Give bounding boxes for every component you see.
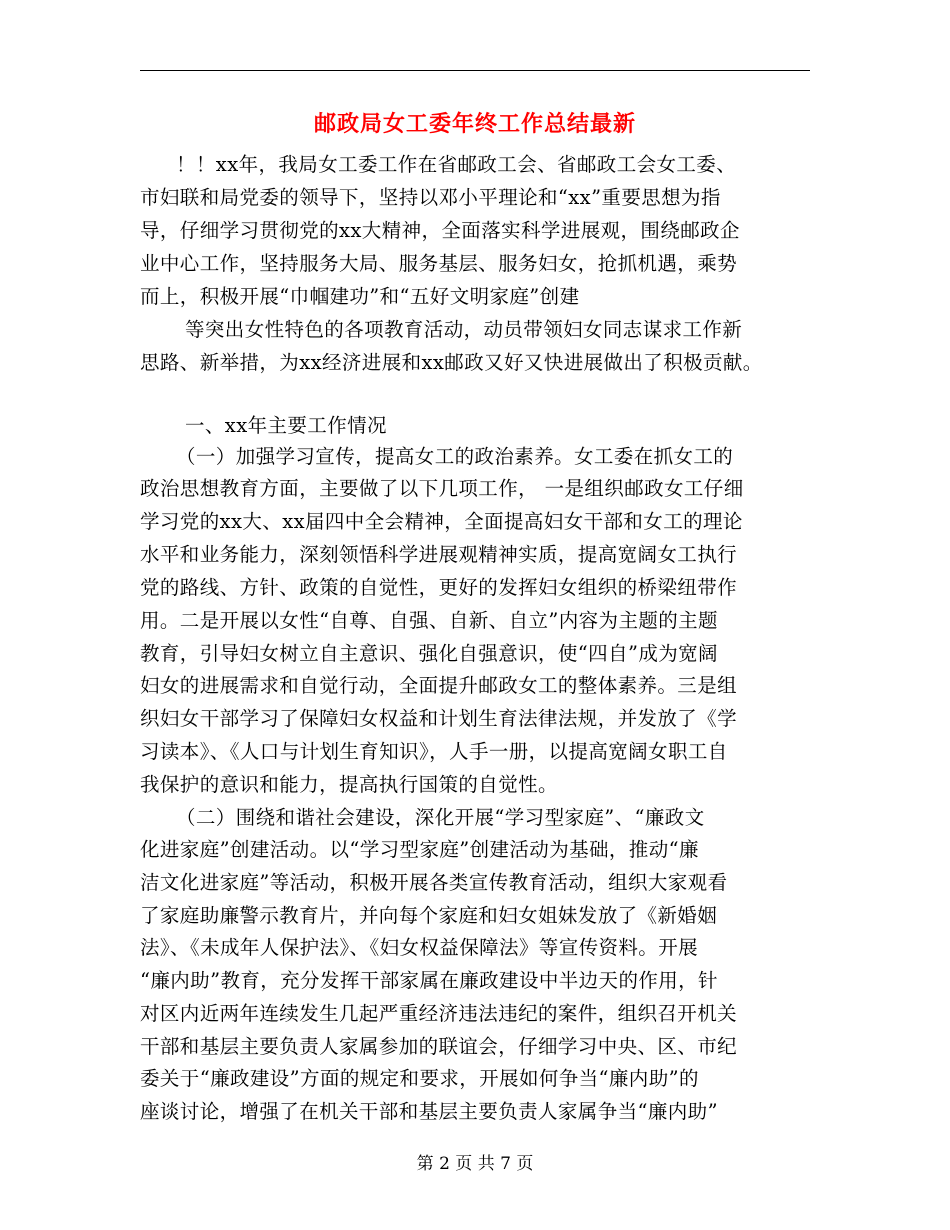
body-line: 业中心工作，坚持服务大局、服务基层、服务妇女，抢抓机遇，乘势 xyxy=(140,252,738,275)
body-line: 我保护的意识和能力，提高执行国策的自觉性。 xyxy=(140,773,558,796)
body-line: 思路、新举措，为xx经济进展和xx邮政又好又快进展做出了积极贡献。 xyxy=(140,351,763,374)
body-line: 法》、《未成年人保护法》、《妇女权益保障法》等宣传资料。开展 xyxy=(140,936,699,959)
body-line: 织妇女干部学习了保障妇女权益和计划生育法律法规，并发放了《学 xyxy=(140,707,738,730)
body-line: 政治思想教育方面，主要做了以下几项工作， 一是组织邮政女工仔细 xyxy=(140,477,744,500)
body-line: 委关于“廉政建设”方面的规定和要求，开展如何争当“廉内助”的 xyxy=(140,1067,699,1090)
body-line: 而上，积极开展“巾帼建功”和“五好文明家庭”创建 xyxy=(140,285,580,308)
body-line: 座谈讨论，增强了在机关干部和基层主要负责人家属争当“廉内助” xyxy=(140,1100,718,1123)
body-line: 习读本》、《人口与计划生育知识》，人手一册，以提高宽阔女职工自 xyxy=(140,740,728,763)
body-line: （一）加强学习宣传，提高女工的政治素养。女工委在抓女工的 xyxy=(176,445,734,468)
page-number-footer: 第 2 页 共 7 页 xyxy=(416,1154,534,1174)
body-line: 洁文化进家庭”等活动，积极开展各类宣传教育活动，组织大家观看 xyxy=(140,871,728,894)
body-line: 对区内近两年连续发生几起严重经济违法违纪的案件，组织召开机关 xyxy=(140,1002,738,1025)
body-line: 学习党的xx大、xx届四中全会精神，全面提高妇女干部和女工的理论 xyxy=(140,510,743,533)
body-line: 市妇联和局党委的领导下，坚持以邓小平理论和“xx”重要思想为指 xyxy=(140,186,721,209)
body-line: 用。二是开展以女性“自尊、自强、自新、自立”内容为主题的主题 xyxy=(140,609,718,632)
body-line: 水平和业务能力，深刻领悟科学进展观精神实质，提高宽阔女工执行 xyxy=(140,543,738,566)
body-line: 教育，引导妇女树立自主意识、强化自强意识，使“四自”成为宽阔 xyxy=(140,642,718,665)
body-line: 化进家庭”创建活动。以“学习型家庭”创建活动为基础，推动“廉 xyxy=(140,838,699,861)
body-line: 等突出女性特色的各项教育活动，动员带领妇女同志谋求工作新 xyxy=(185,318,743,341)
body-line: 干部和基层主要负责人家属参加的联谊会，仔细学习中央、区、市纪 xyxy=(140,1035,738,1058)
body-line: “廉内助”教育，充分发挥干部家属在廉政建设中半边天的作用，针 xyxy=(140,969,718,992)
body-line: 党的路线、方针、政策的自觉性，更好的发挥妇女组织的桥梁纽带作 xyxy=(140,576,738,599)
document-title: 邮政局女工委年终工作总结最新 xyxy=(313,111,636,137)
body-line: 导，仔细学习贯彻党的xx大精神，全面落实科学进展观，围绕邮政企 xyxy=(140,219,740,242)
header-rule xyxy=(140,70,810,71)
body-line: ！！xx年，我局女工委工作在省邮政工会、省邮政工会女工委、 xyxy=(176,153,737,176)
body-line: 了家庭助廉警示教育片，并向每个家庭和妇女姐妹发放了《新婚姻 xyxy=(140,904,718,927)
section-heading: 一、xx年主要工作情况 xyxy=(185,414,387,437)
body-line: 妇女的进展需求和自觉行动，全面提升邮政女工的整体素养。三是组 xyxy=(140,674,738,697)
body-line: （二）围绕和谐社会建设，深化开展“学习型家庭”、“廉政文 xyxy=(176,806,705,829)
